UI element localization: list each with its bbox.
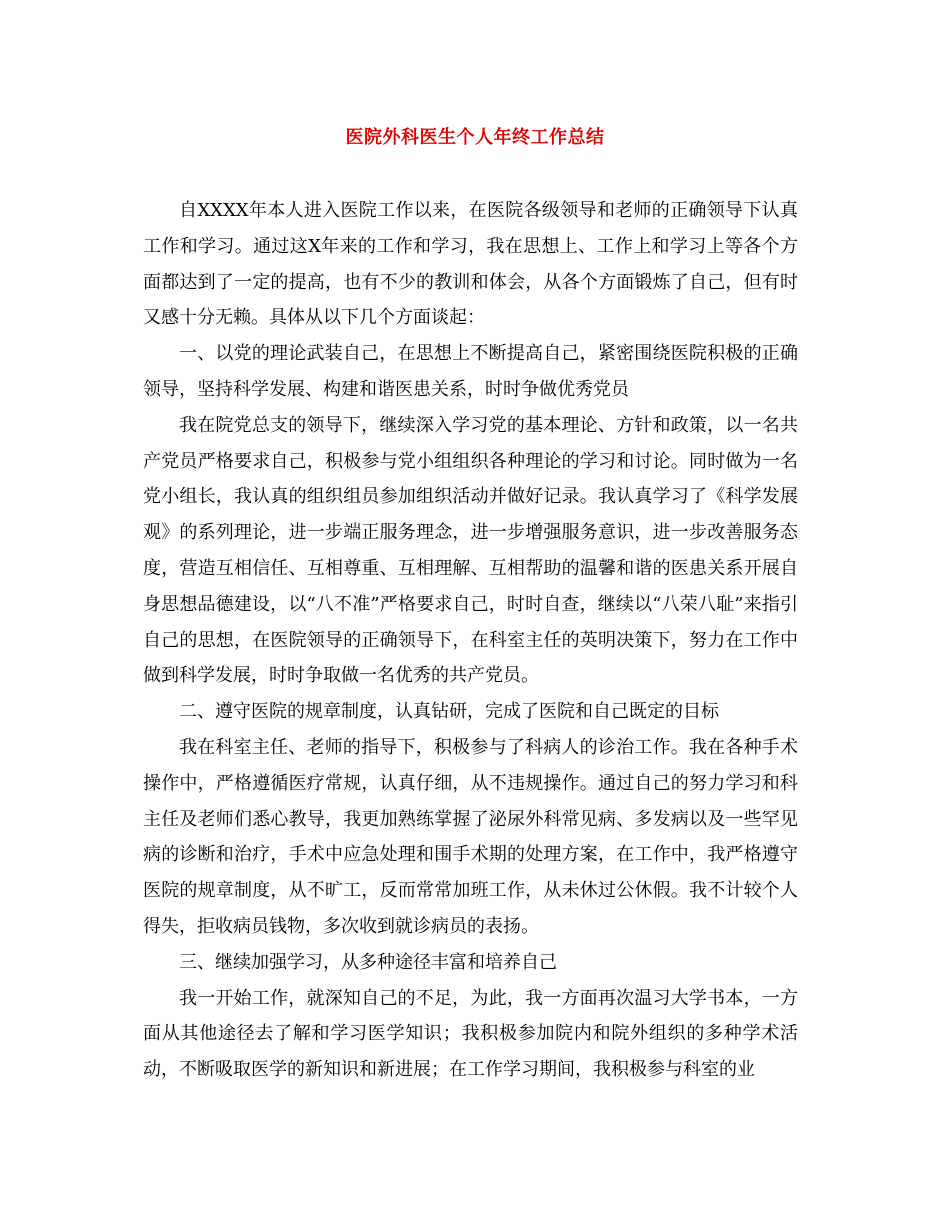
paragraph-section-2: 我在科室主任、老师的指导下，积极参与了科病人的诊治工作。我在各种手术操作中，严格遵循医疗常规，认真仔细，从不违规操作。通过自己的努力学习和科主任及老师们悉心教导，我更加熟练掌握了泌尿外科常见病、多发病以及一些罕见病的诊断和治疗，手术中应急处理和围手术期的处理方案，在工作中，我严格遵守医院的规章制度，从不旷工，反而常常加班工作，从未休过公休假。我不计较个人得失，拒收病员钱物，多次收到就诊病员的表扬。	[143, 736, 798, 937]
section-heading-3: 三、继续加强学习，从多种途径丰富和培养自己	[179, 951, 557, 973]
paragraph-section-1: 我在院党总支的领导下，继续深入学习党的基本理论、方针和政策，以一名共产党员严格要求自己，积极参与党小组组织各种理论的学习和讨论。同时做为一名党小组长，我认真的组织组员参加组织活动并做好记录。我认真学习了《科学发展观》的系列理论，进一步端正服务理念，进一步增强服务意识，进一步改善服务态度，营造互相信任、互相尊重、互相理解、互相帮助的温馨和谐的医患关系开展自身思想品德建设，以“八不准”严格要求自己，时时自查，继续以“八荣八耻”来指引自己的思想，在医院领导的正确领导下，在科室主任的英明决策下，努力在工作中做到科学发展，时时争取做一名优秀的共产党员。	[143, 414, 798, 687]
document-title: 医院外科医生个人年终工作总结	[345, 127, 605, 148]
document-body	[143, 193, 798, 1088]
section-heading-2: 二、遵守医院的规章制度，认真钻研，完成了医院和自己既定的目标	[179, 701, 719, 723]
paragraph-intro: 自XXXX年本人进入医院工作以来，在医院各级领导和老师的正确领导下认真工作和学习。通过这X年来的工作和学习，我在思想上、工作上和学习上等各个方面都达到了一定的提高，也有不少的教训和体会，从各个方面锻炼了自己，但有时又感十分无赖。具体从以下几个方面谈起：	[143, 200, 798, 329]
section-heading-1: 一、以党的理论武装自己，在思想上不断提高自己，紧密围绕医院积极的正确领导，坚持科学发展、构建和谐医患关系，时时争做优秀党员	[143, 343, 798, 400]
paragraph-section-3: 我一开始工作，就深知自己的不足，为此，我一方面再次温习大学书本，一方面从其他途径去了解和学习医学知识；我积极参加院内和院外组织的多种学术活动，不断吸取医学的新知识和新进展；在工作学习期间，我积极参与科室的业	[143, 987, 798, 1081]
